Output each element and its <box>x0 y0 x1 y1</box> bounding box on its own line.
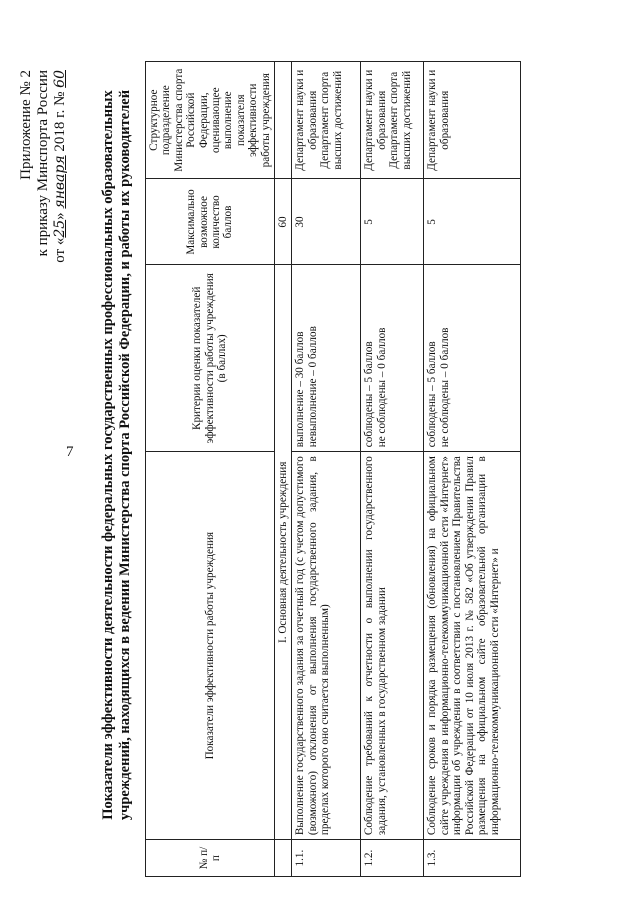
criteria-line: не соблюдены – 0 баллов <box>438 327 451 448</box>
date-mid: » <box>52 212 68 220</box>
appendix-block <box>18 70 69 263</box>
date-month: января <box>52 155 68 209</box>
header-indicator: Показатели эффективности работы учреждения <box>146 452 275 840</box>
row-max: 5 <box>424 179 521 265</box>
row-indicator: Выполнение государственного задания за отчетный год (с учетом допустимого (возможного) отклонения от выполнения государственного задания, в пределах которого оно считается выполненным) <box>292 452 361 840</box>
row-num: 1.3. <box>424 840 521 877</box>
title-line-2: учреждений, находящихся в ведении Министерства спорта Российской Федерации, и работы их руководителей <box>117 89 133 821</box>
dept-line: Департамент науки и образования <box>294 69 319 171</box>
appendix-date-line <box>52 70 69 263</box>
criteria-line: выполнение – 30 баллов <box>294 331 307 448</box>
dept-line: Департамент спорта высших достижений <box>319 70 344 170</box>
page-number: 7 <box>66 444 74 460</box>
criteria-line: не соблюдены – 0 баллов <box>375 327 388 448</box>
row-dept <box>292 62 361 179</box>
table-header-row <box>146 62 275 877</box>
row-criteria <box>424 265 521 452</box>
criteria-line: невыполнение – 0 баллов <box>306 326 319 448</box>
dept-line: Департамент науки и образования <box>426 69 451 171</box>
dept-line: Департамент науки и образования <box>363 69 388 171</box>
section-max: 60 <box>275 179 292 265</box>
row-criteria <box>361 265 424 452</box>
row-max: 30 <box>292 179 361 265</box>
date-year: 2018 г. № <box>52 91 68 152</box>
header-max: Максимально возможное количество баллов <box>146 179 275 265</box>
section-title: I. Основная деятельность учреждения <box>275 265 292 840</box>
appendix-title: Приложение № 2 <box>18 70 34 180</box>
row-dept <box>361 62 424 179</box>
order-number: 60 <box>52 70 68 88</box>
row-criteria <box>292 265 361 452</box>
table-row <box>424 62 521 877</box>
document-title <box>100 45 134 865</box>
title-line-1: Показатели эффективности деятельности федеральных государственных профессиональных образовательных <box>100 90 116 820</box>
row-indicator: Соблюдение требований к отчетности о выполнении государственного задания, установленных в государственном задании <box>361 452 424 840</box>
indicators-table <box>145 61 521 877</box>
criteria-line: соблюдены – 5 баллов <box>363 341 376 448</box>
section-dept-cell <box>275 62 292 179</box>
row-dept <box>424 62 521 179</box>
row-num: 1.2. <box>361 840 424 877</box>
criteria-line: соблюдены – 5 баллов <box>426 341 439 448</box>
row-indicator: Соблюдение сроков и порядка размещения (обновления) на официальном сайте учреждения в информационно-телекоммуникационной сети «Интернет» информации об учреждении в соответствии с постановлением Правительства Российской Федерации от 10 июля 2013 г. № 582 «Об утверждении Правил размещения на официальном сайте образовательной организации в информационно-телекоммуникационной сети «Интернет» и <box>424 452 521 840</box>
header-dept: Структурное подразделение Министерства спорта Российской Федерации, оценивающее выполнение показателя эффективности работы учреждения <box>146 62 275 179</box>
header-num: № п/п <box>146 840 275 877</box>
header-criteria: Критерии оценки показателей эффективности работы учреждения (в баллах) <box>146 265 275 452</box>
section-row <box>275 62 292 877</box>
row-max: 5 <box>361 179 424 265</box>
appendix-order-ref: к приказу Минспорта России <box>35 70 51 257</box>
date-prefix: от « <box>52 237 68 263</box>
row-num: 1.1. <box>292 840 361 877</box>
date-day: 25 <box>52 219 68 238</box>
table-row <box>361 62 424 877</box>
section-num-cell <box>275 840 292 877</box>
dept-line: Департамент спорта высших достижений <box>388 70 413 170</box>
table-row <box>292 62 361 877</box>
